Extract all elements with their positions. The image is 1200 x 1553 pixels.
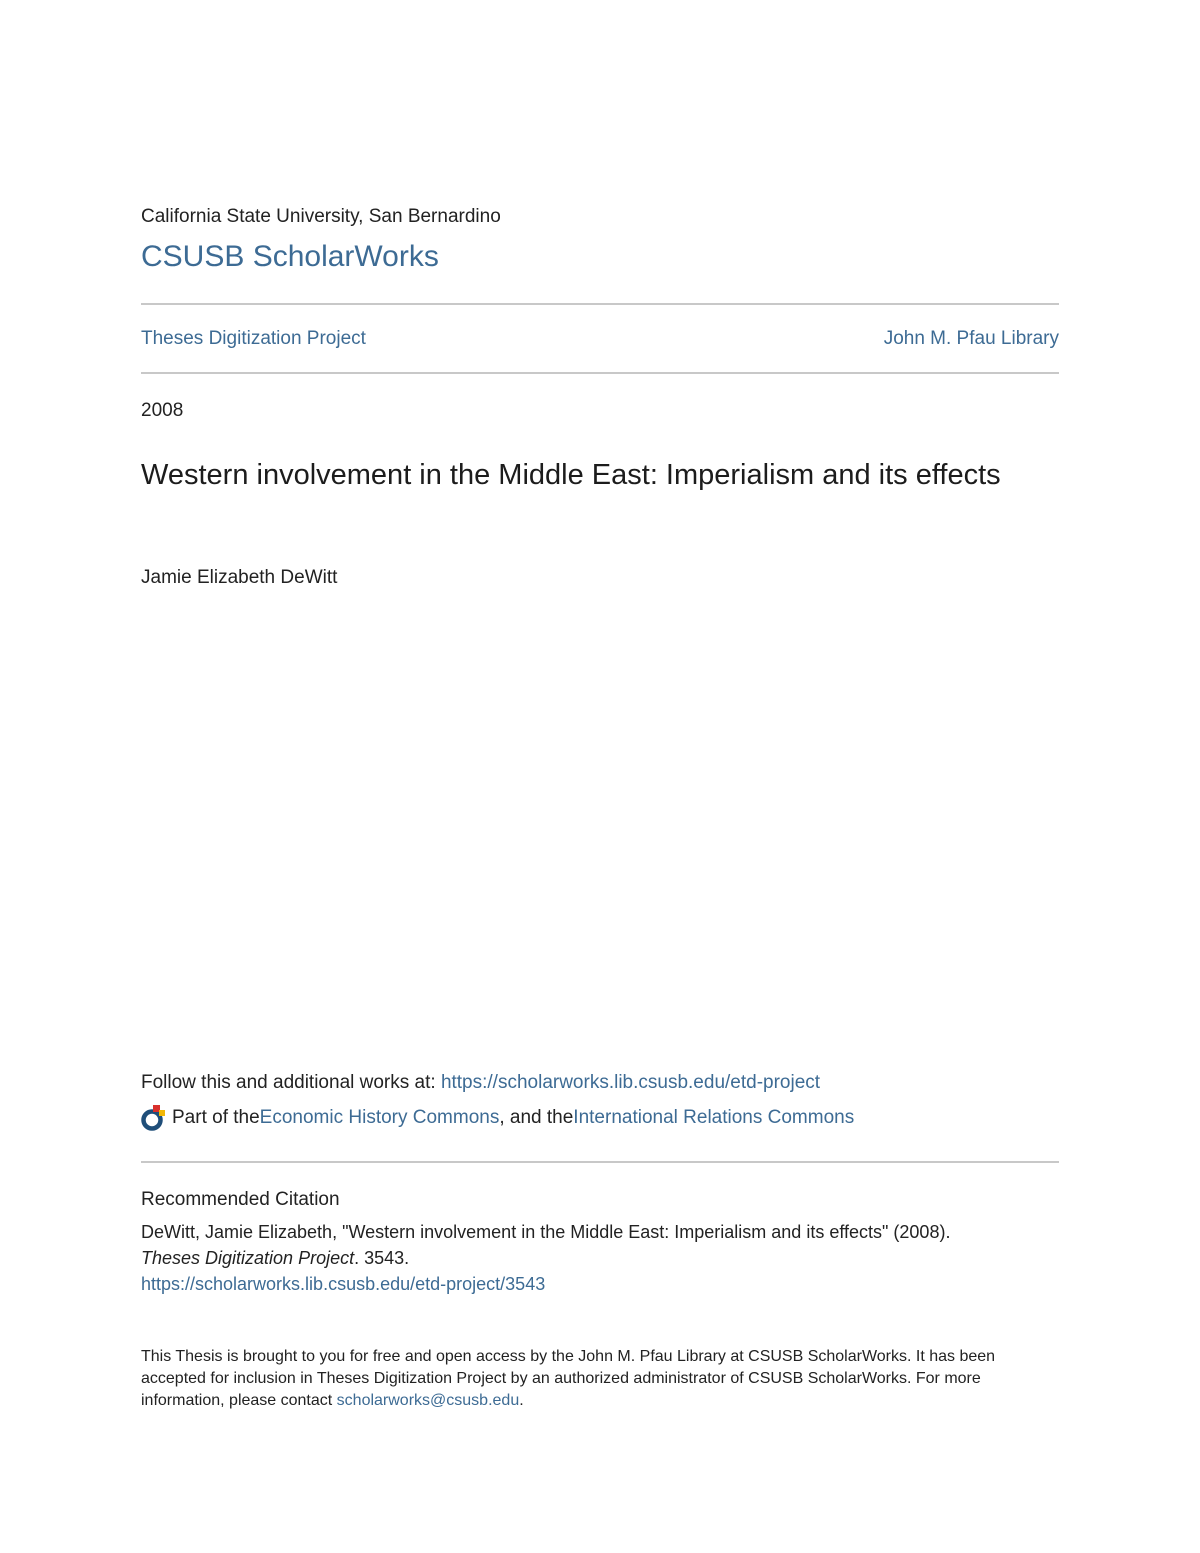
- repository-link[interactable]: CSUSB ScholarWorks: [141, 240, 439, 273]
- top-divider: [141, 303, 1059, 305]
- citation-text: DeWitt, Jamie Elizabeth, "Western involvement in the Middle East: Imperialism and its effects" (2008).: [141, 1222, 951, 1242]
- follow-url-link[interactable]: https://scholarworks.lib.csusb.edu/etd-project: [440, 1072, 821, 1093]
- part-of-line: [141, 1104, 854, 1132]
- document-title: Western involvement in the Middle East: Imperialism and its effects: [141, 459, 1001, 491]
- university-name: California State University, San Bernardino: [141, 206, 501, 227]
- citation-block: [141, 1219, 1059, 1297]
- publication-year: 2008: [141, 400, 184, 421]
- citation-url-link[interactable]: https://scholarworks.lib.csusb.edu/etd-project/3543: [141, 1274, 546, 1294]
- citation-heading: Recommended Citation: [141, 1189, 340, 1210]
- partof-prefix: Part of the: [172, 1107, 260, 1128]
- international-relations-commons-link[interactable]: International Relations Commons: [573, 1107, 855, 1128]
- network-commons-icon: [141, 1104, 167, 1132]
- economic-history-commons-link[interactable]: Economic History Commons: [259, 1107, 500, 1128]
- citation-series: Theses Digitization Project: [141, 1248, 355, 1268]
- nav-divider: [141, 372, 1059, 374]
- citation-number: . 3543.: [354, 1248, 410, 1268]
- citation-divider: [141, 1161, 1059, 1163]
- citation-series-line: [141, 1245, 1059, 1271]
- follow-prefix: Follow this and additional works at:: [141, 1072, 441, 1093]
- access-statement: [141, 1346, 1061, 1412]
- author-name: Jamie Elizabeth DeWitt: [141, 567, 338, 588]
- access-statement-text: This Thesis is brought to you for free and open access by the John M. Pfau Library at CSUSB ScholarWorks. It has been accepted for inclusion in Theses Digitization Project by an authorized administrator of CSUSB ScholarWorks. For more information, please contact: [141, 1348, 996, 1409]
- collection-link[interactable]: Theses Digitization Project: [141, 328, 366, 349]
- library-link[interactable]: John M. Pfau Library: [883, 328, 1059, 349]
- follow-line: [141, 1072, 820, 1094]
- access-statement-end: .: [519, 1392, 524, 1409]
- partof-mid: , and the: [499, 1107, 574, 1128]
- contact-email-link[interactable]: scholarworks@csusb.edu: [336, 1392, 520, 1409]
